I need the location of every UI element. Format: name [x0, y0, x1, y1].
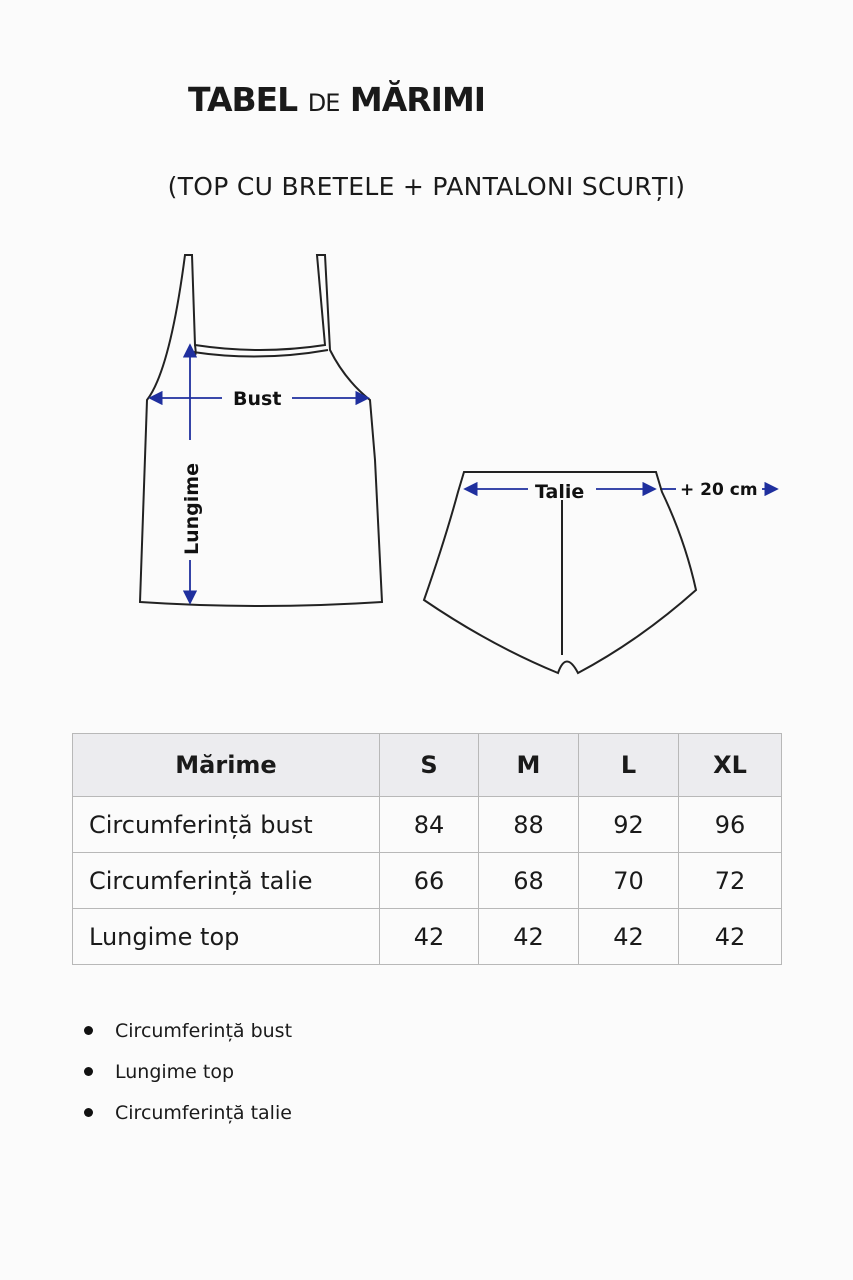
page-title: TABEL DE MĂRIMI	[188, 80, 486, 119]
length-label: Lungime	[181, 463, 203, 555]
bullet-icon	[84, 1026, 93, 1035]
table-row: Circumferință talie 66 68 70 72	[73, 853, 782, 909]
waist-extra-label: + 20 cm	[680, 480, 758, 500]
subtitle: (TOP CU BRETELE + PANTALONI SCURȚI)	[167, 172, 686, 201]
notes-list	[84, 1010, 292, 1133]
table-header-row: Mărime S M L XL	[73, 734, 782, 797]
list-item: Circumferință talie	[84, 1092, 292, 1133]
waist-label: Talie	[535, 481, 585, 503]
bullet-icon	[84, 1108, 93, 1117]
list-item: Lungime top	[84, 1051, 292, 1092]
bust-label: Bust	[233, 388, 282, 410]
size-table	[72, 733, 782, 965]
bullet-icon	[84, 1067, 93, 1076]
table-row: Circumferință bust 84 88 92 96	[73, 797, 782, 853]
table-row: Lungime top 42 42 42 42	[73, 909, 782, 965]
top-outline	[140, 255, 382, 606]
list-item: Circumferință bust	[84, 1010, 292, 1051]
